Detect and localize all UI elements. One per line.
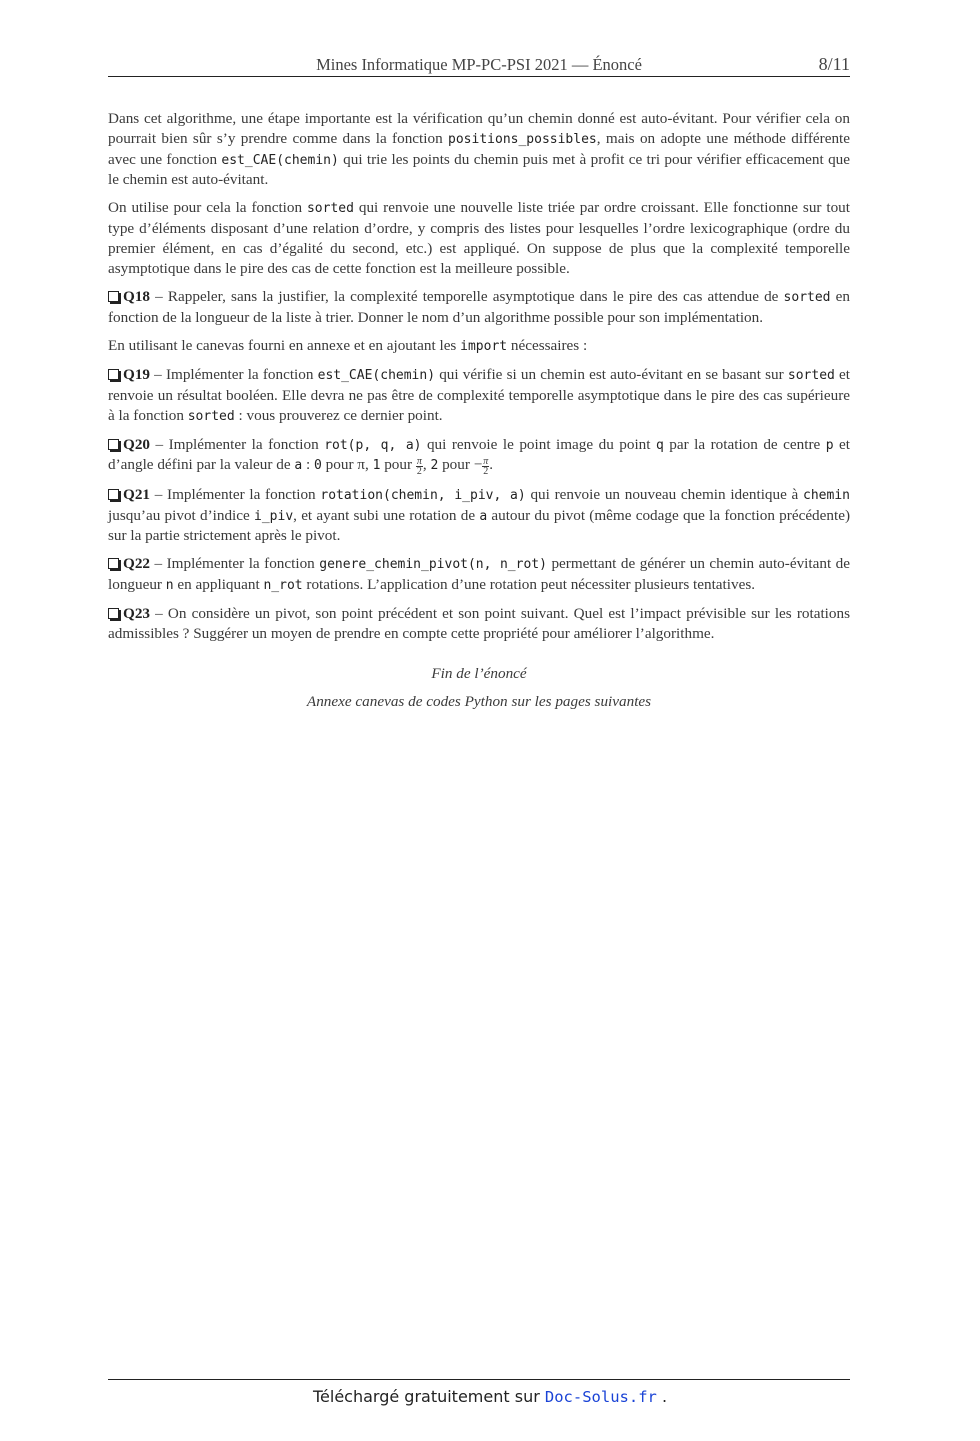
- ending-notes: [108, 664, 850, 712]
- checkbox-icon: [108, 489, 119, 500]
- page-header: [108, 54, 850, 77]
- question-label: Q19: [123, 365, 151, 383]
- paragraph-sorted: On utilise pour cela la fonction sorted qui renvoie une nouvelle liste triée par ordre croissant. Elle fonctionne sur tout type d’éléments disposant d’une relation d’ordre, y compris des listes pour lesquelles l’ordre lexicographique (ordre du premier élément, en cas d’égalité du second, etc.) est appliqué. On suppose de plus que la complexité temporelle asymptotique dans le pire des cas de cette fonction est la meilleure possible.: [108, 199, 850, 277]
- fraction-minus-pi-over-2: $\frac{\pi}{2}$: [483, 456, 489, 478]
- question-label: Q21: [123, 485, 151, 503]
- code-est-cae: est_CAE(chemin): [221, 152, 339, 168]
- code-sorted: sorted: [306, 201, 354, 217]
- question-q21: Q21 – Implémenter la fonction rotation(chemin, i_piv, a) qui renvoie un nouveau chemin identique à chemin jusqu’au pivot d’indice i_piv, et ayant subi une rotation de a autour du pivot (même codage que la fonction précédente) sur la partie strictement après le pivot.: [108, 485, 851, 545]
- question-q18: Q18 – Rappeler, sans la justifier, la complexité temporelle asymptotique dans le pire des cas attendue de sorted en fonction de la longueur de la liste à trier. Donner le nom d’un algorithme possible pour son implémentation.: [108, 287, 850, 326]
- question-label: Q18: [123, 287, 151, 305]
- fraction-pi-over-2: $\frac{\pi}{2}$: [416, 456, 422, 478]
- end-of-statement: Fin de l’énoncé: [431, 664, 527, 682]
- question-label: Q22: [123, 555, 151, 573]
- annex-note: Annexe canevas de codes Python sur les pages suivantes: [306, 692, 652, 710]
- checkbox-icon: [108, 291, 119, 302]
- checkbox-icon: [108, 369, 119, 380]
- document-body: [108, 109, 850, 720]
- checkbox-icon: [108, 608, 119, 619]
- code-positions-possibles: positions_possibles: [448, 131, 597, 147]
- checkbox-icon: [108, 439, 119, 450]
- checkbox-icon: [108, 558, 119, 569]
- question-q23: Q23 – On considère un pivot, son point précédent et son point suivant. Quel est l’impact prévisible sur les rotations admissibles ? Suggérer un moyen de prendre en compte cette propriété pour améliorer l’algorithme.: [108, 605, 850, 643]
- question-q20: Q20 – Implémenter la fonction rot(p, q, a) qui renvoie le point image du point q par la rotation de centre p et d’angle défini par la valeur de a : 0 pour π, 1 pour $\frac{\pi}{2}$ , 2 pour − $\frac{\pi}{2}$ .: [108, 435, 850, 478]
- question-label: Q20: [123, 435, 151, 453]
- paragraph-intro: En utilisant le canevas fourni en annexe et en ajoutant les import nécessaires :: [108, 336, 588, 354]
- footer-suffix: .: [656, 1387, 668, 1406]
- question-q22: Q22 – Implémenter la fonction genere_chemin_pivot(n, n_rot) permettant de générer un chemin auto-évitant de longueur n en appliquant n_rot rotations. L’application d’une rotation peut nécessiter plusieurs tentatives.: [108, 555, 850, 594]
- question-label: Q23: [123, 605, 151, 623]
- doc-solus-link[interactable]: Doc-Solus.fr: [544, 1388, 657, 1406]
- page-number: 8/11: [818, 54, 850, 74]
- footer-text: Téléchargé gratuitement sur: [312, 1387, 545, 1406]
- paragraph-verification: Dans cet algorithme, une étape importante est la vérification qu’un chemin donné est auto-évitant. Pour vérifier cela on pourrait bien sûr s’y prendre comme dans la fonction positions_possibles, mais on adopte une méthode différente avec une fonction est_CAE(chemin) qui trie les points du chemin puis met à profit ce tri pour vérifier efficacement que le chemin est auto-évitant.: [108, 110, 851, 189]
- footer-divider: [108, 1379, 850, 1380]
- page-footer: [0, 1387, 980, 1406]
- question-q19: Q19 – Implémenter la fonction est_CAE(chemin) qui vérifie si un chemin est auto-évitant en se basant sur sorted et renvoie un résultat booléen. Elle devra ne pas être de complexité temporelle asymptotique dans le pire des cas supérieure à la fonction sorted : vous prouverez ce dernier point.: [108, 365, 850, 424]
- header-title: Mines Informatique MP-PC-PSI 2021 — Énoncé: [316, 55, 642, 74]
